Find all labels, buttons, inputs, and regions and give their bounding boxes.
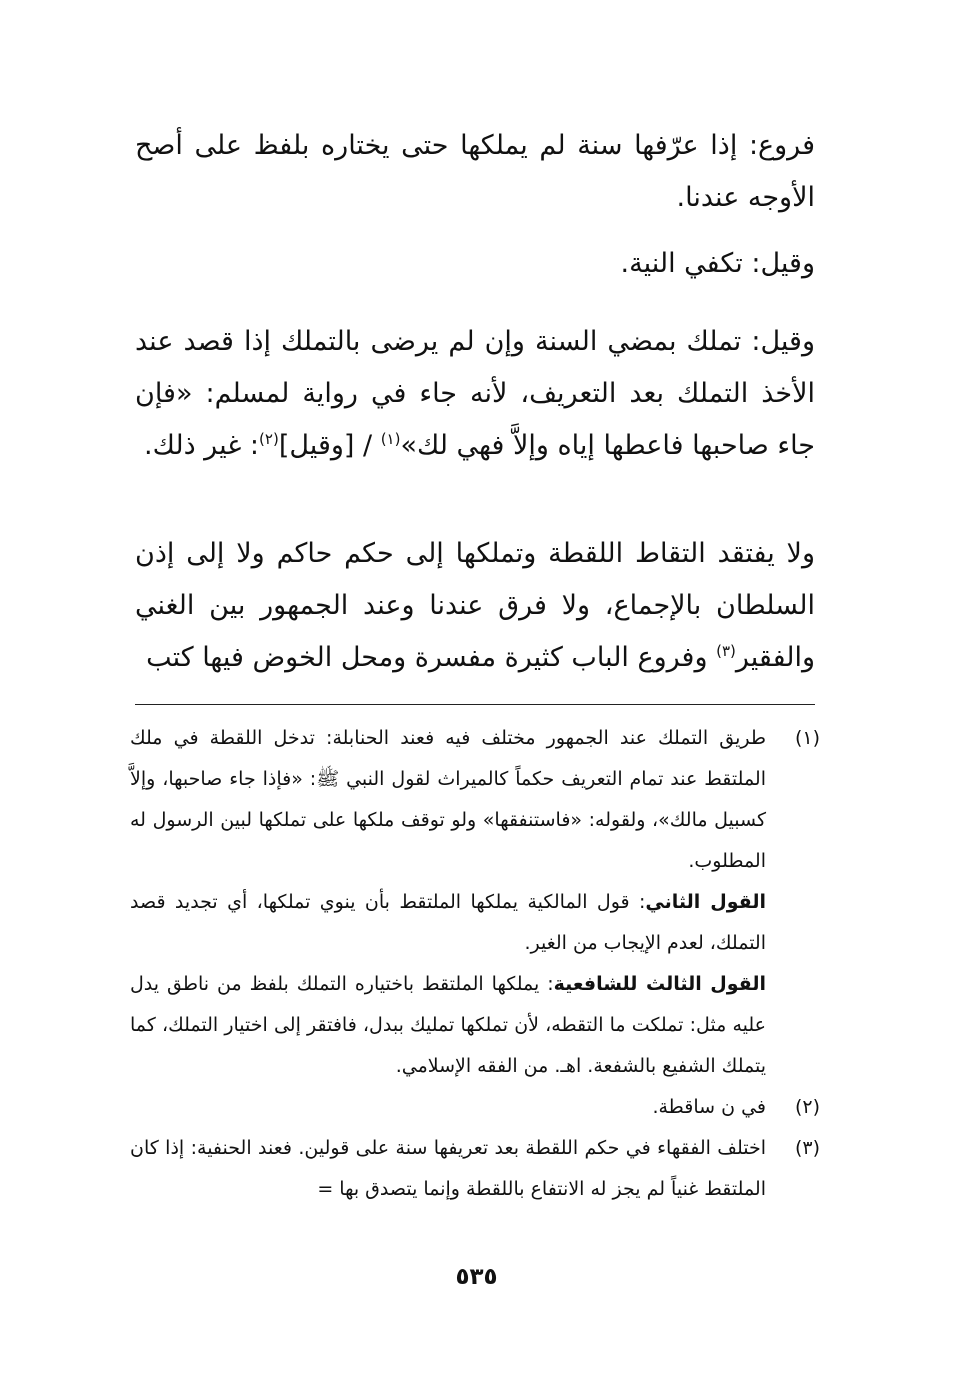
paragraph-text: فروع: إذا عرّفها سنة لم يملكها حتى يختاره بلفظ على أصح الأوجه عندنا. — [135, 130, 815, 213]
footnote-1-second-opinion — [130, 882, 820, 964]
opinion-text: : يملكها الملتقط باختياره التملك بلفظ من ناطق يدل عليه مثل: تملكت ما التقطه، لأن تملكها تمليك ببدل، فافتقر إلى اختيار التملك، كما يتملك الشفيع بالشفعة. اهـ. من الفقه الإسلامي. — [130, 973, 766, 1077]
footnote-text: اختلف الفقهاء في حكم اللقطة بعد تعريفها سنة على قولين. فعند الحنفية: إذا كان الملتقط غنياً لم يجز له الانتفاع باللقطة وإنما يتصدق بها = — [130, 1137, 766, 1200]
footnote-ref-3[interactable]: (٣) — [716, 642, 736, 660]
paragraph-text: وقيل: تكفي النية. — [620, 248, 815, 279]
main-paragraph-2 — [135, 238, 815, 290]
main-paragraph-4 — [135, 528, 815, 684]
footnote-body — [130, 1087, 766, 1128]
footnote-body — [130, 718, 766, 882]
footnote-divider — [135, 704, 815, 705]
paragraph-text — [135, 528, 815, 684]
paragraph-text-part: / [وقيل] — [278, 430, 381, 461]
paragraph-text-part: وفروع الباب كثيرة مفسرة ومحل الخوض فيها كتب — [146, 642, 717, 673]
footnote-body — [130, 1128, 766, 1210]
paragraph-text-part: : غير ذلك. — [144, 430, 260, 461]
page-number: ٥٣٥ — [455, 1264, 498, 1290]
footnote-3 — [130, 1128, 820, 1210]
footnote-number: (٣) — [794, 1137, 820, 1159]
paragraph-text — [135, 316, 815, 472]
paragraph-text-part: وقيل: تملك بمضي السنة وإن لم يرضى بالتملك إذا قصد عند الأخذ التملك بعد التعريف، لأنه جاء في رواية لمسلم: «فإن جاء صاحبها فاعطها إياه وإلاَّ فهي لك» — [135, 326, 815, 461]
paragraph-text-part: ولا يفتقد التقاط اللقطة وتملكها إلى حكم حاكم ولا إلى إذن السلطان بالإجماع، ولا فرق عندنا وعند الجمهور بين الغني والفقير — [135, 538, 815, 673]
opinion-label: القول الثالث للشافعية — [553, 973, 766, 995]
footnotes-section — [130, 718, 820, 1210]
footnote-number: (١) — [794, 727, 820, 749]
footnote-ref-2[interactable]: (٢) — [259, 430, 279, 448]
main-paragraph-3 — [135, 316, 815, 472]
footnote-text: في ن ساقطة. — [652, 1096, 766, 1118]
footnote-number: (٢) — [794, 1096, 820, 1118]
opinion-label: القول الثاني — [645, 891, 766, 913]
opinion-text: : قول المالكية يملكها الملتقط بأن ينوي تملكها، أي تجديد قصد التملك، لعدم الإيجاب من الغير. — [130, 891, 766, 954]
footnote-ref-1[interactable]: (١) — [380, 430, 401, 448]
main-paragraph-1 — [135, 120, 815, 224]
footnote-2 — [130, 1087, 820, 1128]
footnote-1-third-opinion — [130, 964, 820, 1087]
footnote-1 — [130, 718, 820, 882]
footnote-text: طريق التملك عند الجمهور مختلف فيه فعند الحنابلة: تدخل اللقطة في ملك الملتقط عند تمام التعريف حكماً كالميراث لقول النبي ﷺ: «فإذا جاء صاحبها، وإلاَّ كسبيل مالك»، ولقوله: «فاستنفقها» ولو توقف ملكها على تملكها لبين الرسول له المطلوب. — [130, 727, 766, 872]
